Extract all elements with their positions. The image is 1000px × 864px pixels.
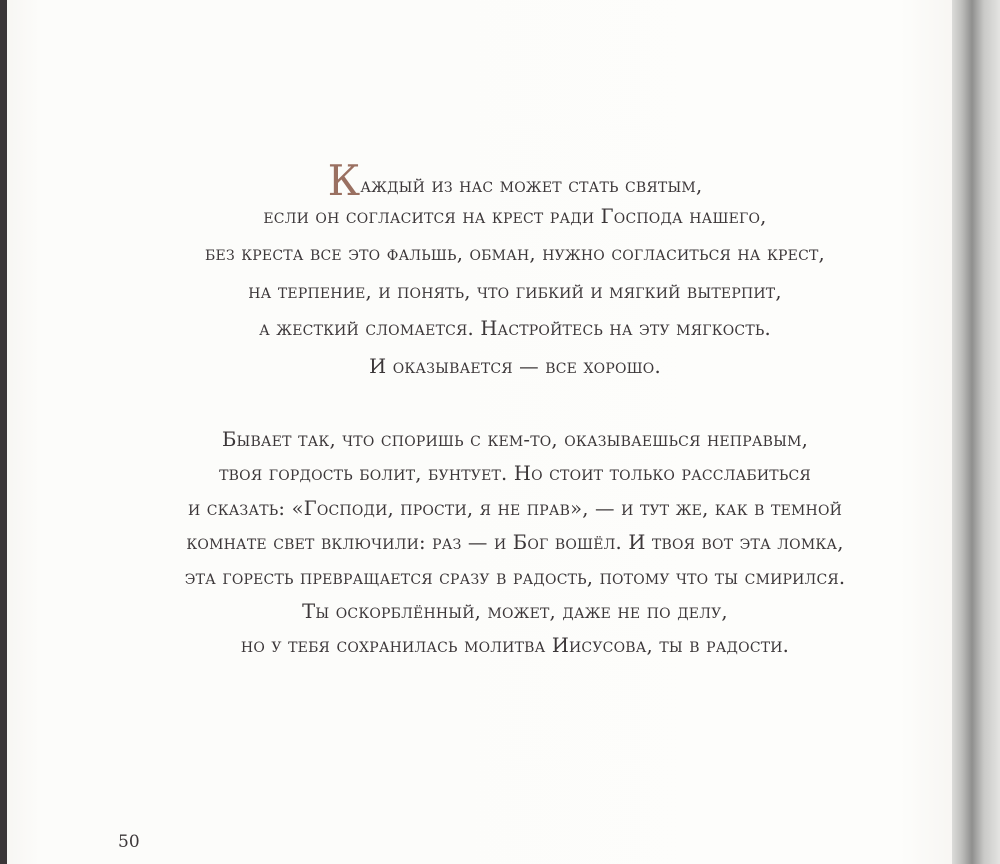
text-line: Ты оскорблённый, может, даже не по делу, <box>302 599 728 623</box>
binding-edge <box>0 0 7 864</box>
stanza-second <box>100 423 930 664</box>
text-line: а жесткий сломается. Настройтесь на эту мягкость. <box>259 317 771 341</box>
stanza-first <box>100 156 930 386</box>
text-line: комнате свет включили: раз — и Бог вошёл. И твоя вот эта ломка, <box>186 531 844 555</box>
text-line <box>100 156 930 205</box>
text-line: И оказывается — все хорошо. <box>369 354 661 378</box>
text-line: Бывает так, что споришь с кем-то, оказываешься неправым, <box>221 428 809 451</box>
text-line: если он согласится на крест ради Господа нашего, <box>263 204 767 228</box>
page-number: 50 <box>118 832 140 852</box>
text-line: но у тебя сохранилась молитва Иисусова, ты в радости. <box>240 634 790 658</box>
text-line: эта горесть превращается сразу в радость, потому что ты смирился. <box>184 565 846 589</box>
first-line-text: аждый из нас может стать святым, <box>360 174 703 197</box>
text-line: и сказать: «Господи, прости, я не прав», — и тут же, как в темной <box>187 496 843 520</box>
page-gutter-edge <box>952 0 1000 864</box>
text-line: на терпение, и понять, что гибкий и мягкий вытерпит, <box>248 279 782 303</box>
text-line: твоя гордость болит, бунтует. Но стоит только расслабиться <box>219 462 811 486</box>
drop-cap: К <box>327 156 361 205</box>
text-line: без креста все это фальшь, обман, нужно согласиться на крест, <box>205 242 825 266</box>
